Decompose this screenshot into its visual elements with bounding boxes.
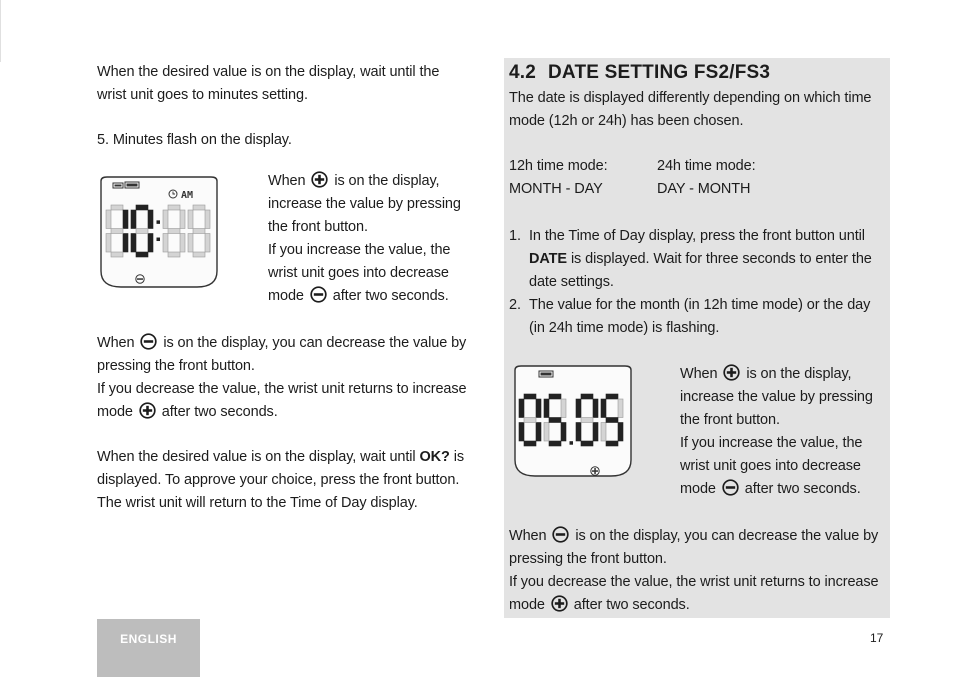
- lcd-segment: [168, 229, 180, 234]
- lcd-segment: [111, 252, 123, 257]
- lcd-separator: [570, 441, 574, 445]
- section-heading: 4.2 DATE SETTING FS2/FS3: [509, 62, 771, 83]
- lcd-segment: [544, 399, 549, 418]
- lcd-segment: [205, 234, 210, 253]
- lcd-segment: [581, 394, 593, 399]
- minus-circle-icon: [722, 479, 739, 496]
- lcd-segment: [593, 399, 598, 418]
- watch-display-time: [97, 175, 221, 291]
- date-step-2: 2. The value for the month (in 12h time mode) or the day (in 24h time mode) is flashing.: [509, 297, 871, 336]
- lcd-segment: [606, 394, 618, 399]
- plus-circle-icon: [311, 171, 328, 188]
- plus-circle-icon: [139, 402, 156, 419]
- lcd-segment: [180, 234, 185, 253]
- paragraph-wait-minutes: When the desired value is on the display, wait until the wrist unit goes to minutes setting.: [97, 64, 440, 103]
- lcd-segment: [549, 418, 561, 423]
- plus-circle-icon: [723, 364, 740, 381]
- lcd-segment: [188, 210, 193, 229]
- lcd-segment: [561, 423, 566, 442]
- lcd-segment: [581, 418, 593, 423]
- side-text-increase: When is on the display, increase the value by pressing the front button. If you increase the value, the wrist unit goes into decrease mode after two seconds.: [268, 173, 461, 304]
- lcd-segment: [136, 229, 148, 234]
- plus-circle-icon: [551, 595, 568, 612]
- lcd-segment: [581, 441, 593, 446]
- minus-circle-icon: [552, 526, 569, 543]
- page-edge: [0, 0, 1, 62]
- lcd-segment: [519, 399, 524, 418]
- side-text-increase-date: When is on the display, increase the value by pressing the front button. If you increase the value, the wrist unit goes into decrease mode after two seconds.: [680, 366, 873, 497]
- lcd-segment: [188, 234, 193, 253]
- lcd-segment: [193, 229, 205, 234]
- lcd-segment: [131, 210, 136, 229]
- lcd-segment: [111, 205, 123, 210]
- lcd-segment: [106, 234, 111, 253]
- section-intro: The date is displayed differently depending on which time mode (12h or 24h) has been chosen.: [509, 90, 872, 129]
- lcd-segment: [561, 399, 566, 418]
- lcd-separator: [157, 220, 161, 224]
- lcd-segment: [123, 234, 128, 253]
- lcd-segment: [136, 252, 148, 257]
- lcd-segment: [106, 210, 111, 229]
- lcd-segment: [549, 394, 561, 399]
- lcd-segment: [536, 423, 541, 442]
- paragraph-approve: When the desired value is on the display, wait until OK? is displayed. To approve your choice, press the front button. The wrist unit will return to the Time of Day display.: [97, 449, 465, 511]
- lcd-segment: [606, 441, 618, 446]
- lcd-segment: [524, 394, 536, 399]
- lcd-separator: [157, 238, 161, 242]
- lcd-segment: [123, 210, 128, 229]
- lcd-segment: [576, 399, 581, 418]
- date-steps: [509, 225, 884, 340]
- minus-circle-icon: [140, 333, 157, 350]
- lcd-segment: [148, 210, 153, 229]
- date-step-1: 1. In the Time of Day display, press the front button until DATE is displayed. Wait for three seconds to enter the date settings.: [509, 228, 872, 290]
- lcd-segment: [524, 418, 536, 423]
- lcd-segment: [549, 441, 561, 446]
- lcd-segment: [163, 234, 168, 253]
- lcd-segment: [593, 423, 598, 442]
- lcd-segment: [193, 205, 205, 210]
- lcd-segment: [180, 210, 185, 229]
- paragraph-decrease-date: When is on the display, you can decrease the value by pressing the front button. If you decrease the value, the wrist unit returns to increase mode after two seconds.: [509, 528, 879, 613]
- lcd-segment: [168, 205, 180, 210]
- ampm-indicator: AM: [181, 190, 194, 201]
- lcd-segment: [618, 423, 623, 442]
- lcd-segment: [193, 252, 205, 257]
- lcd-segment: [606, 418, 618, 423]
- lcd-segment: [205, 210, 210, 229]
- watch-display-date: [511, 364, 635, 480]
- lcd-segment: [601, 423, 606, 442]
- lcd-segment: [618, 399, 623, 418]
- lcd-segment: [601, 399, 606, 418]
- step-5: 5. Minutes flash on the display.: [97, 132, 292, 148]
- lcd-segment: [544, 423, 549, 442]
- lcd-segment: [136, 205, 148, 210]
- lcd-segment: [148, 234, 153, 253]
- lcd-segment: [168, 252, 180, 257]
- lcd-segment: [536, 399, 541, 418]
- lcd-segment: [524, 441, 536, 446]
- paragraph-decrease: When is on the display, you can decrease the value by pressing the front button. If you decrease the value, the wrist unit returns to increase mode after two seconds.: [97, 335, 467, 420]
- lcd-segment: [131, 234, 136, 253]
- lcd-segment: [576, 423, 581, 442]
- minus-circle-icon: [310, 286, 327, 303]
- lcd-segment: [111, 229, 123, 234]
- lcd-segment: [519, 423, 524, 442]
- time-mode-table: 12h time mode: 24h time mode: MONTH - DAY DAY - MONTH: [509, 158, 756, 197]
- page-number: 17: [870, 631, 884, 645]
- language-tab: ENGLISH: [97, 619, 200, 677]
- lcd-segment: [163, 210, 168, 229]
